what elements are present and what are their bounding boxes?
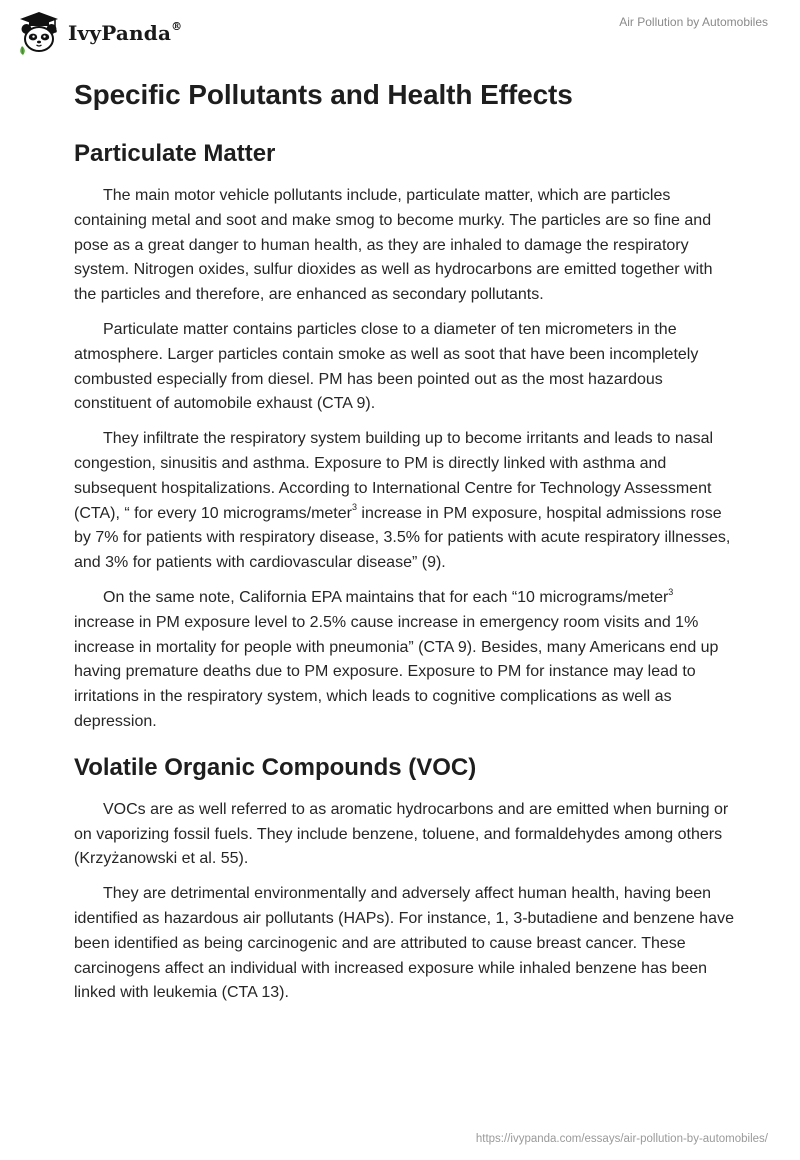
paragraph-text: increase in PM exposure, hospital admissions rose by 7% for patients with respiratory disease, 3.5% for patients with acute respiratory illnesses, and 3% for patients with cardiovascular disease” (9). (74, 504, 731, 572)
paragraph-text: increase in PM exposure level to 2.5% cause increase in emergency room visits and 1% increase in mortality for people with pneumonia” (CTA 9). Besides, many Americans end up having premature deaths due to PM exposure. Exposure to PM for instance may lead to irritations in the respiratory system, which leads to cognitive complications as well as depression. (74, 613, 719, 730)
paragraph: The main motor vehicle pollutants include, particulate matter, which are particles containing metal and soot and make smog to become murky. The particles are so fine and pose as a great danger to human health, as they are inhaled to damage the respiratory system. Nitrogen oxides, sulfur dioxides as well as hydrocarbons are emitted together with the particles and therefore, are enhanced as secondary pollutants. (74, 187, 713, 304)
paragraph-with-superscript (74, 427, 734, 576)
document-title: Air Pollution by Automobiles (619, 15, 768, 29)
paragraph: VOCs are as well referred to as aromatic hydrocarbons and are emitted when burning or on vaporizing fossil fuels. They include benzene, toluene, and formaldehydes among others (Krzyżanowski et al. 55). (74, 800, 729, 868)
section-heading-particulate-matter: Particulate Matter (74, 140, 276, 167)
paragraph-text: They infiltrate the respiratory system building up to become irritants and leads to nasal congestion, sinusitis and asthma. Exposure to PM is directly linked with asthma and subsequent hospitalizations. According to International Centre for Technology Assessment (CTA), “ for every 10 micrograms/meter (74, 430, 714, 522)
paragraph: Particulate matter contains particles close to a diameter of ten micrometers in the atmosphere. Larger particles contain smoke as well as soot that have been incompletely combusted especially from diesel. PM has been pointed out as the most hazardous constituent of automobile exhaust (CTA 9). (74, 320, 699, 413)
page-header (0, 0, 800, 70)
paragraph-text: On the same note, California EPA maintains that for each “10 micrograms/meter (103, 588, 669, 606)
superscript: 3 (668, 586, 674, 597)
brand-name: IvyPanda® (68, 20, 183, 45)
paragraph-with-superscript (74, 586, 734, 735)
paragraph: They are detrimental environmentally and adversely affect human health, having been identified as hazardous air pollutants (HAPs). For instance, 1, 3-butadiene and benzene have been identified as being carcinogenic and are attributed to cause breast cancer. These carcinogens affect an individual with increased exposure while inhaled benzene has been linked with leukemia (CTA 13). (74, 885, 734, 1002)
superscript: 3 (351, 502, 357, 513)
page-title: Specific Pollutants and Health Effects (74, 79, 573, 110)
brand-logo[interactable] (14, 8, 182, 58)
article-body (74, 70, 734, 1006)
panda-graduate-icon (14, 8, 64, 58)
source-url-link[interactable]: https://ivypanda.com/essays/air-pollution-by-automobiles/ (475, 1133, 768, 1145)
section-heading-voc: Volatile Organic Compounds (VOC) (74, 753, 477, 781)
